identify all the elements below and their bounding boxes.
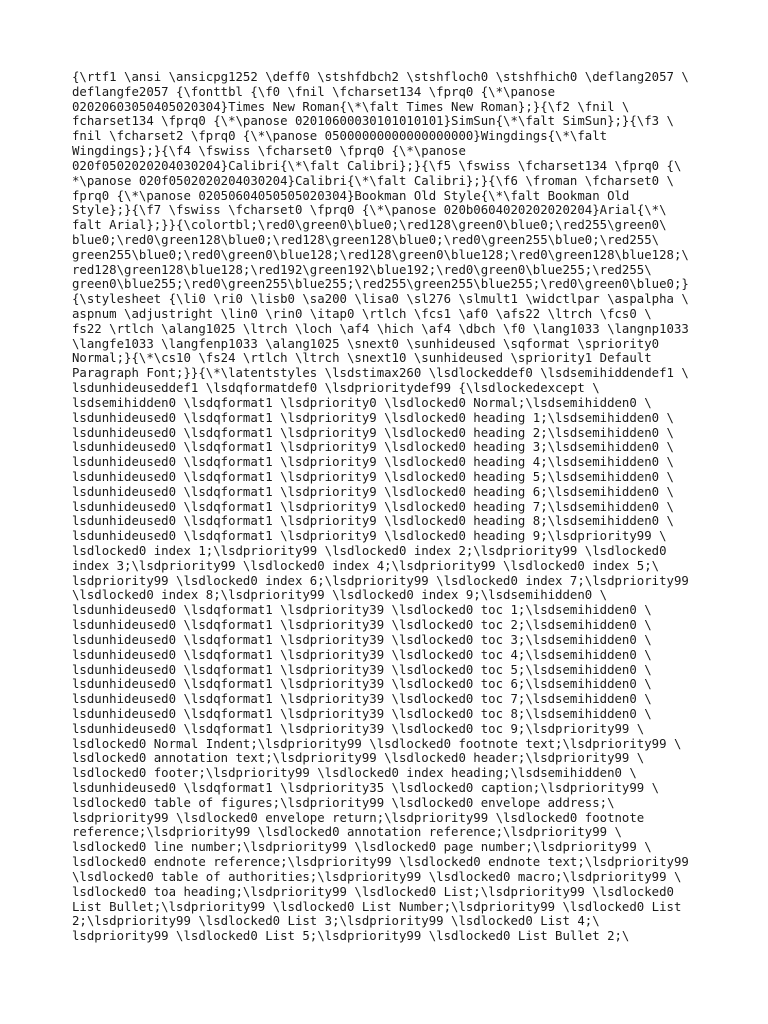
text-line: fprq0 {\*\panose 02050604050505020304}Bookman Old Style{\*\falt Bookman Old <box>72 188 630 203</box>
text-line: lsdunhideused0 \lsdqformat1 \lsdpriority9 \lsdlocked0 heading 5;\lsdsemihidden0 \ <box>72 469 674 484</box>
text-line: lsdpriority99 \lsdlocked0 envelope return;\lsdpriority99 \lsdlocked0 footnote <box>72 810 645 825</box>
text-line: blue0;\red0\green128\blue0;\red128\green128\blue0;\red0\green255\blue0;\red255\ <box>72 232 660 247</box>
text-line: lsdpriority99 \lsdlocked0 List 5;\lsdpriority99 \lsdlocked0 List Bullet 2;\ <box>72 929 630 944</box>
text-line: 2;\lsdpriority99 \lsdlocked0 List 3;\lsdpriority99 \lsdlocked0 List 4;\ <box>72 914 600 929</box>
text-line: fnil \fcharset2 \fprq0 {\*\panose 05000000000000000000}Wingdings{\*\falt <box>72 129 608 144</box>
text-line: lsdunhideused0 \lsdqformat1 \lsdpriority35 \lsdlocked0 caption;\lsdpriority99 \ <box>72 781 660 795</box>
text-line: aspnum \adjustright \lin0 \rin0 \itap0 \rtlch \fcs1 \af0 \afs22 \ltrch \fcs0 \ <box>72 307 652 321</box>
text-line: Paragraph Font;}}{\*\latentstyles \lsdstimax260 \lsdlockeddef0 \lsdsemihiddendef1 \ <box>72 366 689 381</box>
text-line: lsdpriority99 \lsdlocked0 index 6;\lsdpriority99 \lsdlocked0 index 7;\lsdpriority99 <box>72 573 689 588</box>
text-line: lsdunhideused0 \lsdqformat1 \lsdpriority39 \lsdlocked0 toc 9;\lsdpriority99 \ <box>72 721 645 736</box>
text-line: lsdlocked0 endnote reference;\lsdpriority99 \lsdlocked0 endnote text;\lsdpriority99 <box>72 855 689 870</box>
text-line: fcharset134 \fprq0 {\*\panose 02010600030101010101}SimSun{\*\falt SimSun};}{\f3 \ <box>72 114 674 129</box>
text-line: lsdlocked0 toa heading;\lsdpriority99 \lsdlocked0 List;\lsdpriority99 \lsdlocked0 <box>72 884 674 899</box>
text-line: lsdunhideused0 \lsdqformat1 \lsdpriority39 \lsdlocked0 toc 6;\lsdsemihidden0 \ <box>72 677 652 692</box>
text-line: lsdunhideused0 \lsdqformat1 \lsdpriority39 \lsdlocked0 toc 7;\lsdsemihidden0 \ <box>72 692 652 707</box>
text-line: lsdunhideused0 \lsdqformat1 \lsdpriority9 \lsdlocked0 heading 2;\lsdsemihidden0 \ <box>72 425 674 440</box>
text-line: lsdunhideused0 \lsdqformat1 \lsdpriority9 \lsdlocked0 heading 8;\lsdsemihidden0 \ <box>72 514 674 529</box>
text-line: lsdunhideused0 \lsdqformat1 \lsdpriority39 \lsdlocked0 toc 5;\lsdsemihidden0 \ <box>72 662 652 677</box>
text-line: \langfe1033 \langfenp1033 \alang1025 \snext0 \sunhideused \sqformat \spriority0 <box>72 336 660 351</box>
text-line: deflangfe2057 {\fonttbl {\f0 \fnil \fcharset134 \fprq0 {\*\panose <box>72 84 556 99</box>
text-line: lsdunhideused0 \lsdqformat1 \lsdpriority9 \lsdlocked0 heading 1;\lsdsemihidden0 \ <box>72 410 674 425</box>
text-line: {\stylesheet {\li0 \ri0 \lisb0 \sa200 \lisa0 \sl276 \slmult1 \widctlpar \aspalpha \ <box>72 292 689 307</box>
text-line: {\rtf1 \ansi \ansicpg1252 \deff0 \stshfdbch2 \stshfloch0 \stshfhich0 \deflang2057 \ <box>72 70 689 84</box>
text-line: lsdlocked0 table of figures;\lsdpriority99 \lsdlocked0 envelope address;\ <box>72 795 615 810</box>
text-line: Style};}{\f7 \fswiss \fcharset0 \fprq0 {\*\panose 020b0604020202020204}Arial{\*\ <box>72 203 667 218</box>
text-line: reference;\lsdpriority99 \lsdlocked0 annotation reference;\lsdpriority99 \ <box>72 825 622 840</box>
text-line: lsdlocked0 line number;\lsdpriority99 \lsdlocked0 page number;\lsdpriority99 \ <box>72 840 652 855</box>
text-line: lsdlocked0 annotation text;\lsdpriority99 \lsdlocked0 header;\lsdpriority99 \ <box>72 751 645 766</box>
text-line: lsdunhideused0 \lsdqformat1 \lsdpriority39 \lsdlocked0 toc 3;\lsdsemihidden0 \ <box>72 632 652 647</box>
text-line: fs22 \rtlch \alang1025 \ltrch \loch \af4 \hich \af4 \dbch \f0 \lang1033 \langnp1033 <box>72 321 689 336</box>
text-line: green255\blue0;\red0\green0\blue128;\red128\green0\blue128;\red0\green128\blue128;\ <box>72 247 689 262</box>
text-line: lsdunhideused0 \lsdqformat1 \lsdpriority39 \lsdlocked0 toc 4;\lsdsemihidden0 \ <box>72 647 652 662</box>
text-line: 020f0502020204030204}Calibri{\*\falt Calibri};}{\f5 \fswiss \fcharset134 \fprq0 {\ <box>72 158 682 173</box>
text-line: red128\green128\blue128;\red192\green192\blue192;\red0\green0\blue255;\red255\ <box>72 262 652 277</box>
text-line: 02020603050405020304}Times New Roman{\*\falt Times New Roman};}{\f2 \fnil \ <box>72 99 630 114</box>
text-line: List Bullet;\lsdpriority99 \lsdlocked0 List Number;\lsdpriority99 \lsdlocked0 List <box>72 899 682 914</box>
text-line: index 3;\lsdpriority99 \lsdlocked0 index 4;\lsdpriority99 \lsdlocked0 index 5;\ <box>72 558 660 573</box>
text-line: Normal;}{\*\cs10 \fs24 \rtlch \ltrch \snext10 \sunhideused \spriority1 Default <box>72 351 652 366</box>
text-line: lsdsemihidden0 \lsdqformat1 \lsdpriority0 \lsdlocked0 Normal;\lsdsemihidden0 \ <box>72 395 652 410</box>
text-line: lsdunhideused0 \lsdqformat1 \lsdpriority9 \lsdlocked0 heading 9;\lsdpriority99 \ <box>72 529 667 544</box>
text-line: lsdlocked0 index 1;\lsdpriority99 \lsdlocked0 index 2;\lsdpriority99 \lsdlocked0 <box>72 544 667 558</box>
text-line: \lsdlocked0 table of authorities;\lsdpriority99 \lsdlocked0 macro;\lsdpriority99 \ <box>72 869 682 884</box>
rtf-source-text <box>72 70 712 944</box>
text-line: lsdunhideused0 \lsdqformat1 \lsdpriority39 \lsdlocked0 toc 1;\lsdsemihidden0 \ <box>72 603 652 618</box>
text-line: lsdunhideused0 \lsdqformat1 \lsdpriority9 \lsdlocked0 heading 6;\lsdsemihidden0 \ <box>72 484 674 499</box>
text-line: lsdunhideused0 \lsdqformat1 \lsdpriority9 \lsdlocked0 heading 4;\lsdsemihidden0 \ <box>72 455 674 470</box>
text-line: lsdlocked0 footer;\lsdpriority99 \lsdlocked0 index heading;\lsdsemihidden0 \ <box>72 766 637 781</box>
text-line: *\panose 020f0502020204030204}Calibri{\*\falt Calibri};}{\f6 \froman \fcharset0 \ <box>72 173 674 188</box>
text-line: Wingdings};}{\f4 \fswiss \fcharset0 \fprq0 {\*\panose <box>72 144 466 159</box>
text-line: \lsdlocked0 index 8;\lsdpriority99 \lsdlocked0 index 9;\lsdsemihidden0 \ <box>72 588 608 603</box>
text-line: lsdunhideuseddef1 \lsdqformatdef0 \lsdprioritydef99 {\lsdlockedexcept \ <box>72 381 600 396</box>
text-line: lsdunhideused0 \lsdqformat1 \lsdpriority9 \lsdlocked0 heading 3;\lsdsemihidden0 \ <box>72 440 674 455</box>
text-line: falt Arial};}}{\colortbl;\red0\green0\blue0;\red128\green0\blue0;\red255\green0\ <box>72 218 667 233</box>
text-line: lsdlocked0 Normal Indent;\lsdpriority99 \lsdlocked0 footnote text;\lsdpriority99 \ <box>72 736 682 751</box>
text-line: lsdunhideused0 \lsdqformat1 \lsdpriority9 \lsdlocked0 heading 7;\lsdsemihidden0 \ <box>72 499 674 514</box>
text-line: lsdunhideused0 \lsdqformat1 \lsdpriority39 \lsdlocked0 toc 8;\lsdsemihidden0 \ <box>72 706 652 721</box>
text-line: green0\blue255;\red0\green255\blue255;\red255\green255\blue255;\red0\green0\blue0;} <box>72 277 689 292</box>
text-line: lsdunhideused0 \lsdqformat1 \lsdpriority39 \lsdlocked0 toc 2;\lsdsemihidden0 \ <box>72 618 652 633</box>
